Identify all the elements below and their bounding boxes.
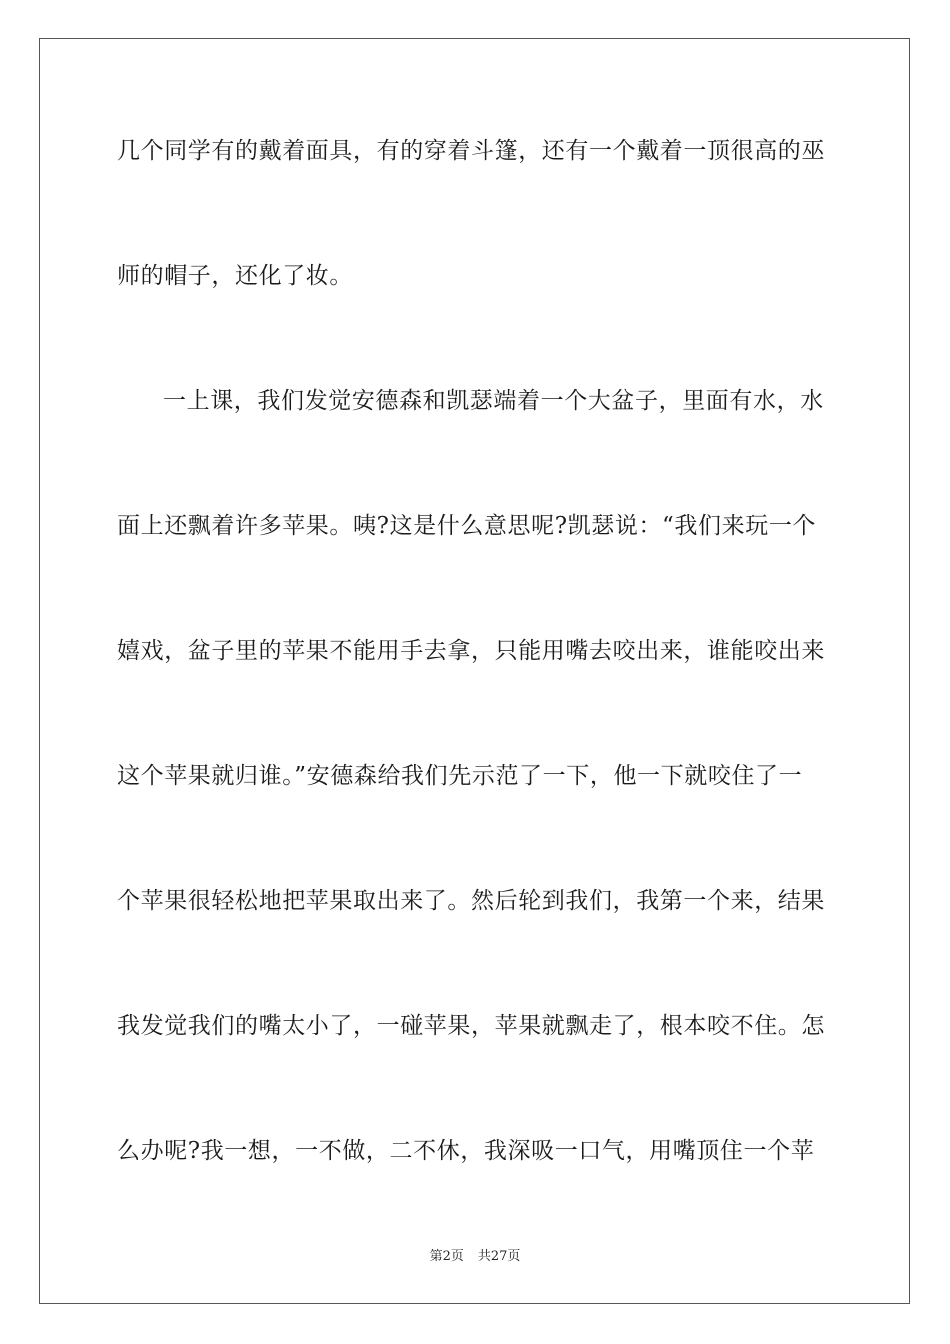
body-text-line: 几个同学有的戴着面具，有的穿着斗篷，还有一个戴着一顶很高的巫 [117, 138, 825, 164]
body-text-line: 师的帽子，还化了妆。 [117, 263, 353, 289]
body-text-line: 个苹果很轻松地把苹果取出来了。然后轮到我们，我第一个来，结果 [117, 888, 825, 914]
body-text-line: 嬉戏，盆子里的苹果不能用手去拿，只能用嘴去咬出来，谁能咬出来 [117, 638, 825, 664]
body-text-line: 面上还飘着许多苹果。咦?这是什么意思呢?凯瑟说：“我们来玩一个 [117, 513, 817, 539]
page-footer [0, 1248, 950, 1266]
body-text-line: 我发觉我们的嘴太小了，一碰苹果，苹果就飘走了，根本咬不住。怎 [117, 1013, 825, 1039]
body-text-line: 这个苹果就归谁。”安德森给我们先示范了一下，他一下就咬住了一 [117, 763, 803, 789]
body-text-line: 么办呢?我一想，一不做，二不休，我深吸一口气，用嘴顶住一个苹 [117, 1138, 815, 1164]
paragraph-start-line: 一上课，我们发觉安德森和凯瑟端着一个大盆子，里面有水，水 [163, 388, 824, 414]
total-pages: 共27页 [477, 1249, 521, 1264]
page-border [39, 38, 910, 1304]
page-number: 第2页 [429, 1249, 464, 1264]
